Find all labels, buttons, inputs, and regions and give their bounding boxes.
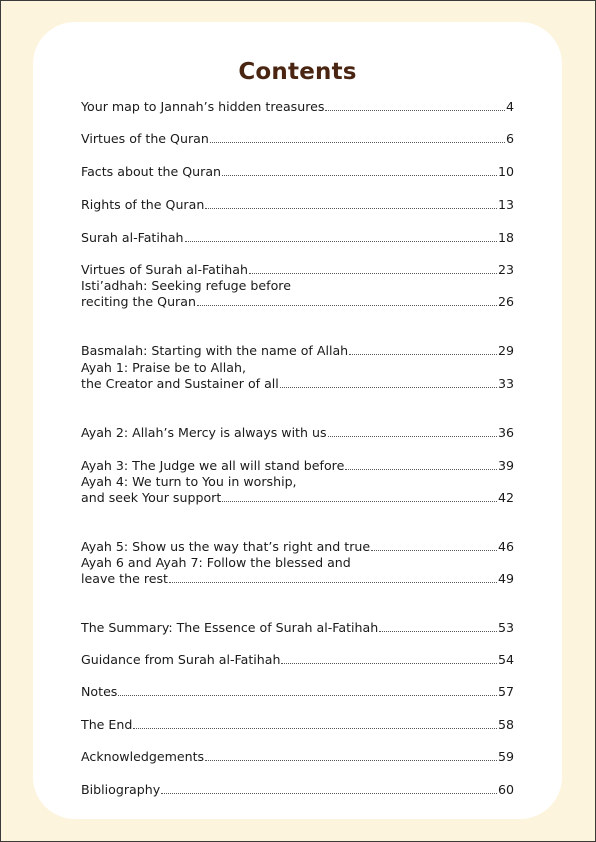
toc-entry-title: Notes (81, 684, 118, 699)
toc-entry-row (81, 99, 514, 116)
toc-entry-title: the Creator and Sustainer of all (81, 376, 279, 391)
toc-entry-row (81, 458, 514, 475)
dot-leader (210, 142, 505, 143)
toc-page-number: 36 (497, 425, 514, 440)
toc-page-number: 18 (497, 230, 514, 245)
toc-entry-row (81, 782, 514, 799)
toc-entry[interactable] (81, 360, 514, 393)
toc-page-number: 58 (497, 717, 514, 732)
toc-page-number: 26 (497, 294, 514, 309)
toc-page-number: 46 (497, 539, 514, 554)
toc-entry-title-line: Ayah 6 and Ayah 7: Follow the blessed and (81, 554, 351, 570)
toc-entry-title: Bibliography (81, 782, 161, 797)
toc-entry-row (81, 376, 514, 393)
toc-entry-title: Ayah 3: The Judge we all will stand before (81, 458, 345, 473)
toc-entry[interactable] (81, 230, 514, 247)
toc-entry[interactable] (81, 749, 514, 766)
toc-entry-title-line: Isti’adhah: Seeking refuge before (81, 277, 291, 293)
toc-entry[interactable] (81, 343, 514, 360)
toc-page-number: 4 (505, 99, 514, 114)
toc-entry-title-line: Ayah 4: We turn to You in worship, (81, 473, 297, 489)
dot-leader (185, 241, 497, 242)
page-title: Contents (238, 59, 357, 85)
dot-leader (222, 175, 497, 176)
contents-card (33, 22, 562, 819)
toc-entry-row (81, 262, 514, 279)
toc-page-number: 60 (497, 782, 514, 797)
toc-entry-row (81, 652, 514, 669)
toc-page-number: 42 (497, 490, 514, 505)
toc-entry-title: Guidance from Surah al-Fatihah (81, 652, 281, 667)
toc-entry-title: The Summary: The Essence of Surah al-Fatihah (81, 620, 379, 635)
toc-entry[interactable] (81, 717, 514, 734)
toc-entry[interactable] (81, 131, 514, 148)
dot-leader (349, 354, 497, 355)
toc-entry[interactable] (81, 262, 514, 279)
toc-entry-row (81, 294, 514, 311)
dot-leader (197, 305, 497, 306)
toc-entry-row (81, 425, 514, 442)
dot-leader (345, 469, 497, 470)
toc-entry-title: Basmalah: Starting with the name of Allah (81, 343, 349, 358)
dot-leader (222, 501, 497, 502)
dot-leader (118, 695, 497, 696)
toc-page-number: 54 (497, 652, 514, 667)
dot-leader (249, 273, 497, 274)
toc-entry-title: Ayah 2: Allah’s Mercy is always with us (81, 425, 327, 440)
toc-entry[interactable] (81, 164, 514, 181)
toc-entry-title-line: Ayah 1: Praise be to Allah, (81, 359, 246, 375)
toc-entry[interactable] (81, 458, 514, 475)
dot-leader (281, 663, 497, 664)
toc-entry-title: leave the rest (81, 571, 168, 586)
toc-entry-row (81, 197, 514, 214)
dot-leader (325, 110, 505, 111)
toc-entry[interactable] (81, 99, 514, 116)
toc-entry-row (81, 620, 514, 637)
toc-entry-title: Virtues of Surah al-Fatihah (81, 262, 248, 277)
toc-entry[interactable] (81, 782, 514, 799)
toc-entry-row (81, 343, 514, 360)
toc-page-number: 53 (497, 620, 514, 635)
toc-page-number: 39 (497, 458, 514, 473)
toc-page-number: 10 (497, 164, 514, 179)
toc-entry-title: reciting the Quran (81, 294, 196, 309)
dot-leader (328, 436, 497, 437)
dot-leader (280, 387, 497, 388)
toc-entry-title: Ayah 5: Show us the way that’s right and true (81, 539, 371, 554)
toc-entry-title: Your map to Jannah’s hidden treasures (81, 99, 325, 114)
toc-entry-title: Facts about the Quran (81, 164, 222, 179)
toc-page-number: 23 (497, 262, 514, 277)
toc-entry[interactable] (81, 425, 514, 442)
toc-entry-row (81, 539, 514, 556)
toc-entry-row (81, 490, 514, 507)
dot-leader (205, 208, 497, 209)
toc-page-number: 33 (497, 376, 514, 391)
toc-entry-title: Acknowledgements (81, 749, 205, 764)
toc-entry-row (81, 749, 514, 766)
toc-entry-row (81, 230, 514, 247)
toc-entry-row (81, 164, 514, 181)
dot-leader (205, 760, 497, 761)
toc-page-number: 13 (497, 197, 514, 212)
toc-entry[interactable] (81, 539, 514, 556)
toc-page-number: 49 (497, 571, 514, 586)
toc-entry-title: and seek Your support (81, 490, 222, 505)
toc-page-number: 59 (497, 749, 514, 764)
toc-entry[interactable] (81, 684, 514, 701)
toc-page-number: 57 (497, 684, 514, 699)
toc-entry[interactable] (81, 555, 514, 588)
dot-leader (379, 631, 497, 632)
dot-leader (161, 793, 497, 794)
dot-leader (133, 728, 497, 729)
toc-entry[interactable] (81, 197, 514, 214)
dot-leader (371, 550, 497, 551)
toc-entry-row (81, 571, 514, 588)
toc-entry[interactable] (81, 278, 514, 311)
toc-page-number: 29 (497, 343, 514, 358)
toc-entry-title: Virtues of the Quran (81, 131, 209, 146)
toc-entry-title: Rights of the Quran (81, 197, 205, 212)
toc-page-number: 6 (505, 131, 514, 146)
toc-entry-row (81, 717, 514, 734)
toc-entry[interactable] (81, 620, 514, 637)
toc-entry-title: The End (81, 717, 133, 732)
toc-entry-row (81, 131, 514, 148)
toc-entry-title: Surah al-Fatihah (81, 230, 184, 245)
toc-entry-row (81, 684, 514, 701)
dot-leader (169, 582, 497, 583)
toc-entry[interactable] (81, 474, 514, 507)
toc-entry[interactable] (81, 652, 514, 669)
